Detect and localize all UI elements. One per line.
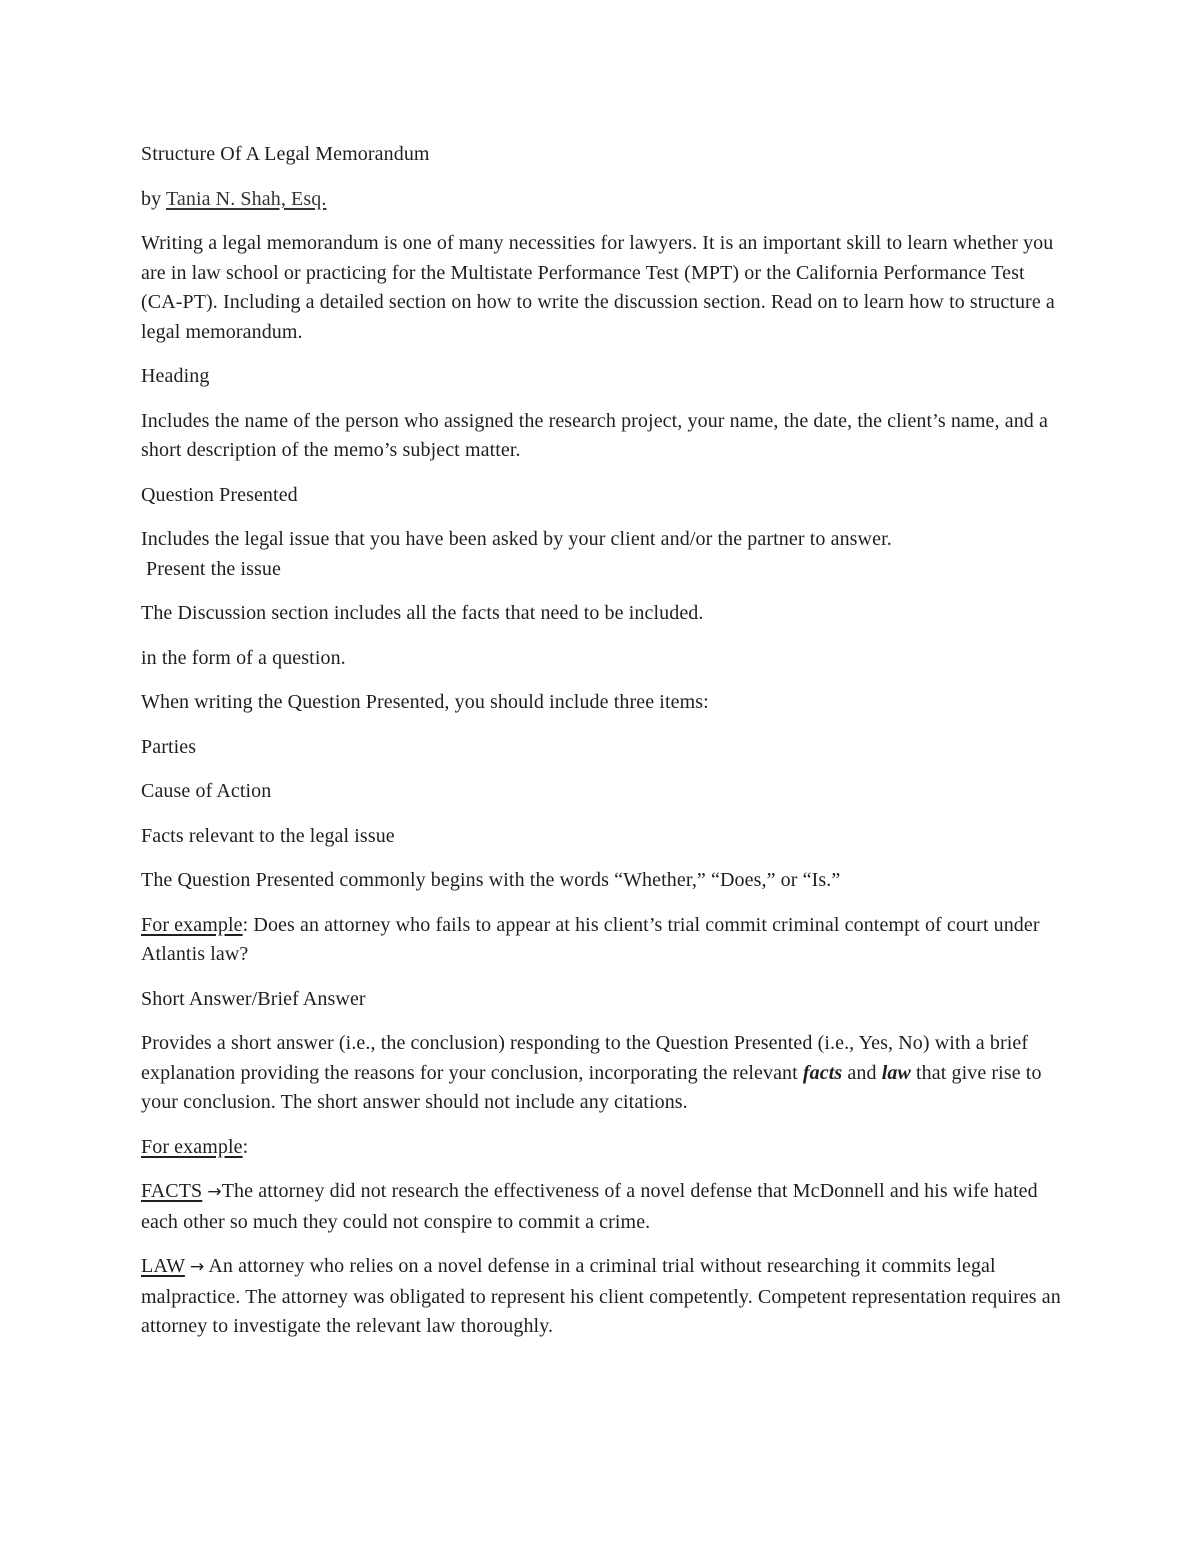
example-label: For example (141, 913, 243, 936)
question-example (141, 911, 1071, 970)
short-answer-text-part1: Provides a short answer (i.e., the conclusion) responding to the Question Presented (i.e., Yes, No) with a brief explanation providing the reasons for your conclusion, incorporating the relevant (141, 1032, 1029, 1084)
items-intro: When writing the Question Presented, you should include three items: (141, 691, 709, 713)
question-presented-line1: Includes the legal issue that you have been asked by your client and/or the partner to answer. (141, 528, 892, 550)
list-item: Facts relevant to the legal issue (141, 824, 395, 847)
short-answer-example (141, 1133, 1071, 1163)
facts-text: The attorney did not research the effectiveness of a novel defense that McDonnell and his wife hated each other so much they could not conspire to commit a crime. (141, 1180, 1038, 1233)
question-presented-title: Question Presented (141, 483, 298, 506)
list-item: Parties (141, 735, 197, 758)
short-answer-title: Short Answer/Brief Answer (141, 987, 366, 1010)
byline (141, 185, 1071, 215)
law-text: An attorney who relies on a novel defense in a criminal trial without researching it commits legal malpractice. The attorney was obligated to represent his client competently. Competent representation requires an attorney to investigate the relevant law thoroughly. (141, 1255, 1061, 1337)
discussion-note: The Discussion section includes all the facts that need to be included. (141, 602, 704, 624)
law-emphasis: law (881, 1061, 911, 1084)
byline-prefix: by (141, 187, 166, 210)
law-label: LAW (141, 1255, 185, 1277)
example-label: For example (141, 1135, 243, 1158)
document-title: Structure Of A Legal Memorandum (141, 143, 430, 165)
right-arrow-icon: → (189, 1257, 205, 1277)
question-presented-text (141, 525, 1071, 584)
form-note: in the form of a question. (141, 646, 346, 669)
short-answer-text (141, 1029, 1071, 1118)
begins-with-note: The Question Presented commonly begins with the words “Whether,” “Does,” or “Is.” (141, 869, 841, 891)
document-page (141, 140, 1071, 1357)
example-text: : Does an attorney who fails to appear at his client’s trial commit criminal contempt of court under Atlantis law? (141, 913, 1040, 965)
and-word: and (842, 1061, 882, 1084)
facts-label: FACTS (141, 1180, 203, 1202)
facts-emphasis: facts (802, 1061, 843, 1084)
author-link[interactable]: Tania N. Shah, Esq. (165, 187, 327, 210)
short-answer-text-part2: that give rise to your conclusion. The short answer should not include any citations. (141, 1061, 1042, 1113)
intro-paragraph: Writing a legal memorandum is one of many necessities for lawyers. It is an important skill to learn whether you are in law school or practicing for the Multistate Performance Test (MPT) or the California Performance Test (CA-PT). Including a detailed section on how to write the discussion section. Read on to learn how to structure a legal memorandum. (141, 232, 1055, 343)
heading-section-title: Heading (141, 365, 210, 387)
law-example (141, 1252, 1071, 1342)
example-colon: : (242, 1135, 249, 1158)
list-item: Cause of Action (141, 780, 272, 802)
facts-example (141, 1177, 1071, 1237)
right-arrow-icon: → (207, 1182, 222, 1202)
heading-section-text: Includes the name of the person who assigned the research project, your name, the date, the client’s name, and a short description of the memo’s subject matter. (141, 409, 1048, 461)
question-presented-line2: Present the issue (146, 557, 282, 580)
